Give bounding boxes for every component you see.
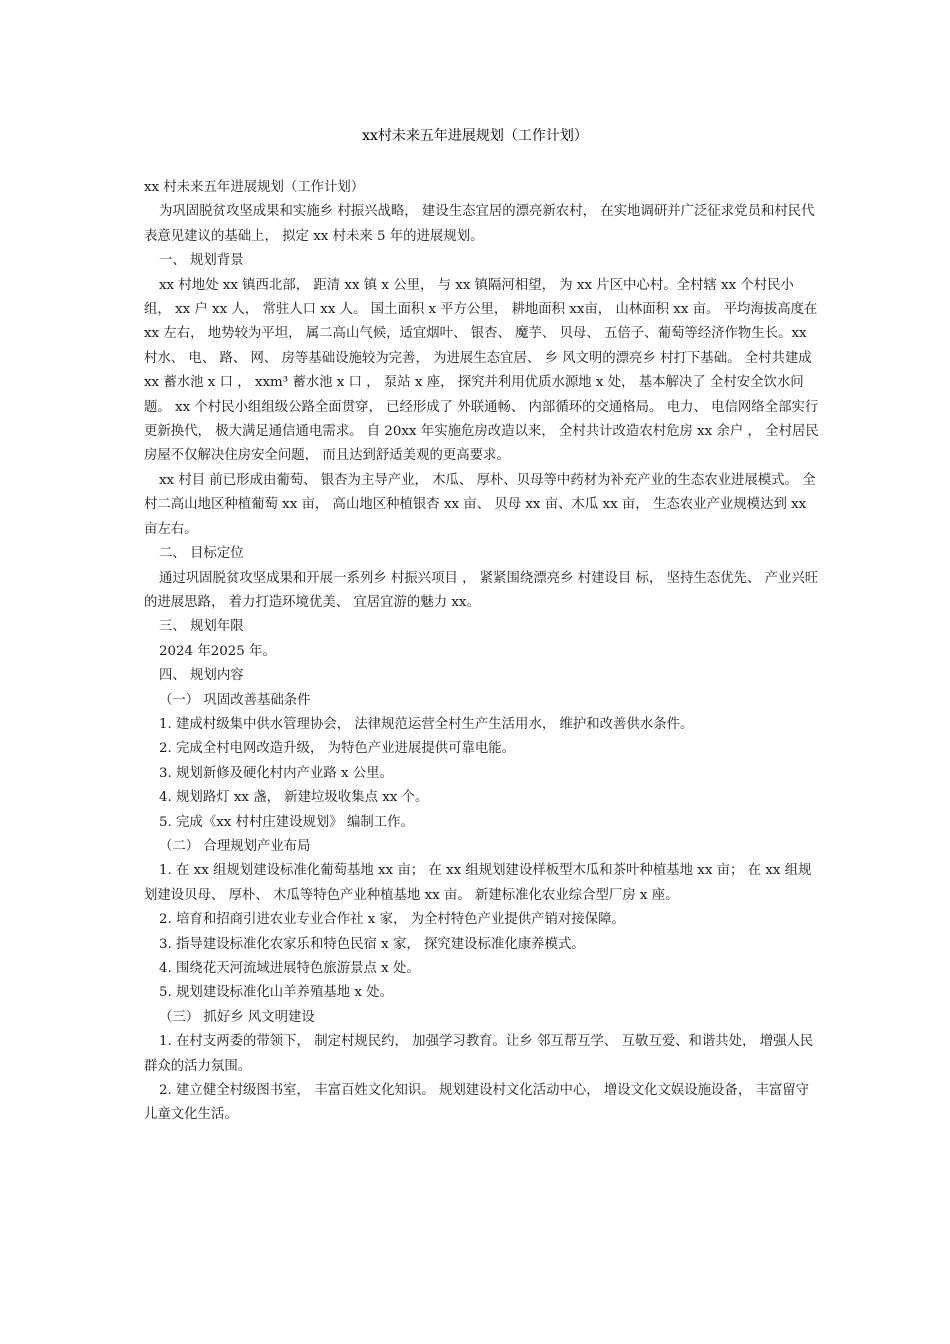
paragraph: 3. 规划新修及硬化村内产业路 x 公里。 [159,765,393,781]
paragraph: 1. 在村支两委的带领下， 制定村规民约， 加强学习教育。让乡 邻互帮互学、 互敬互爱、和谐共处， 增强人民群众的活力氛围。 [144,1034,814,1074]
paragraph: 2. 完成全村电网改造升级， 为特色产业进展提供可靠电能。 [159,741,516,757]
paragraph: 4. 规划路灯 xx 盏， 新建垃圾收集点 xx 个。 [159,790,429,806]
paragraph: （二） 合理规划产业布局 [159,838,311,854]
paragraph: 5. 规划建设标准化山羊养殖基地 x 处。 [159,985,393,1001]
paragraph: 3. 指导建设标准化农家乐和特色民宿 x 家， 探究建设标准化康养模式。 [159,936,585,952]
paragraph: xx 村目 前已形成由葡萄、 银杏为主导产业， 木瓜、 厚朴、贝母等中药材为补充产业的生态农业进展模式。 全村二高山地区种植葡萄 xx 亩， 高山地区种植银杏 xx 亩、 贝母 xx 亩、木瓜 xx 亩， 生态农业产业规模达到 xx 亩左右。 [144,472,816,537]
paragraph: 四、 规划内容 [159,668,244,684]
paragraph: 为巩固脱贫攻坚成果和实施乡 村振兴战略， 建设生态宜居的漂亮新农村， 在实地调研并广泛征求党员和村民代表意见建议的基础上， 拟定 xx 村未来 5 年的进展规划。 [144,204,815,244]
paragraph: 2024 年2025 年。 [159,643,276,659]
paragraph: 2. 培育和招商引进农业专业合作社 x 家， 为全村特色产业提供产销对接保障。 [159,912,625,928]
paragraph: xx 村地处 xx 镇西北部， 距清 xx 镇 x 公里， 与 xx 镇隔河相望， 为 xx 片区中心村。全村辖 xx 个村民小组， xx 户 xx 人， 常驻人口 xx 人。 国土面积 x 平方公里， 耕地面积 xx亩， 山林面积 xx 亩。 平均海拔高度在 xx 左右， 地势较为平坦， 属二高山气候，适宜烟叶、 银杏、 魔芋、 贝母、 五倍子、葡萄等经济作物生长。xx 村水、 电、 路、 网、 房等基础设施较为完善， 为进展生态宜居、 乡 风文明的漂亮乡 村打下基础。 全村共建成 xx 蓄水池 x 口 ， xxm³ 蓄水池 x 口 ， 泵站 x 座， 探究并利用优质水源地 x 处， 基本解决了 全村安全饮水问题。 xx 个村民小组组级公路全面贯穿， 已经形成了 外联通畅、 内部循环的交通格局。 电力、 电信网络全部实行更新换代， 极大满足通信通电需求。 自 20xx 年实施危房改造以来， 全村共计改造农村危房 xx 余户 ， 全村居民房屋不仅解决住房安全问题， 而且达到舒适美观的更高要求。 [144,277,819,464]
paragraph: 三、 规划年限 [159,619,244,635]
paragraph: （一） 巩固改善基础条件 [159,692,311,708]
paragraph: 1. 在 xx 组规划建设标准化葡萄基地 xx 亩； 在 xx 组规划建设样板型木瓜和茶叶种植基地 xx 亩； 在 xx 组规划建设贝母、 厚朴、 木瓜等特色产业种植基地 xx 亩。 新建标准化农业综合型厂房 x 座。 [144,863,812,903]
document-title: xx村未来五年进展规划（工作计划） [362,128,588,144]
paragraph: 一、 规划背景 [159,253,244,269]
paragraph: 5. 完成《xx 村村庄建设规划》 编制工作。 [159,814,414,830]
paragraph: 4. 围绕花天河流域进展特色旅游景点 x 处。 [159,961,420,976]
paragraph: xx 村未来五年进展规划（工作计划） [144,180,365,195]
paragraph: 通过巩固脱贫攻坚成果和开展一系列乡 村振兴项目 ， 紧紧围绕漂亮乡 村建设目 标， 坚持生态优先、 产业兴旺的进展思路， 着力打造环境优美、 宜居宜游的魅力 xx。 [144,570,819,610]
paragraph: 二、 目标定位 [159,546,244,562]
paragraph: （三） 抓好乡 风文明建设 [159,1009,315,1025]
document-body [144,176,819,1128]
paragraph: 2. 建立健全村级图书室， 丰富百姓文化知识。 规划建设村文化活动中心， 增设文化文娱设施设备， 丰富留守儿童文化生活。 [144,1083,810,1123]
paragraph: 1. 建成村级集中供水管理协会， 法律规范运营全村生产生活用水， 维护和改善供水条件。 [159,716,694,732]
